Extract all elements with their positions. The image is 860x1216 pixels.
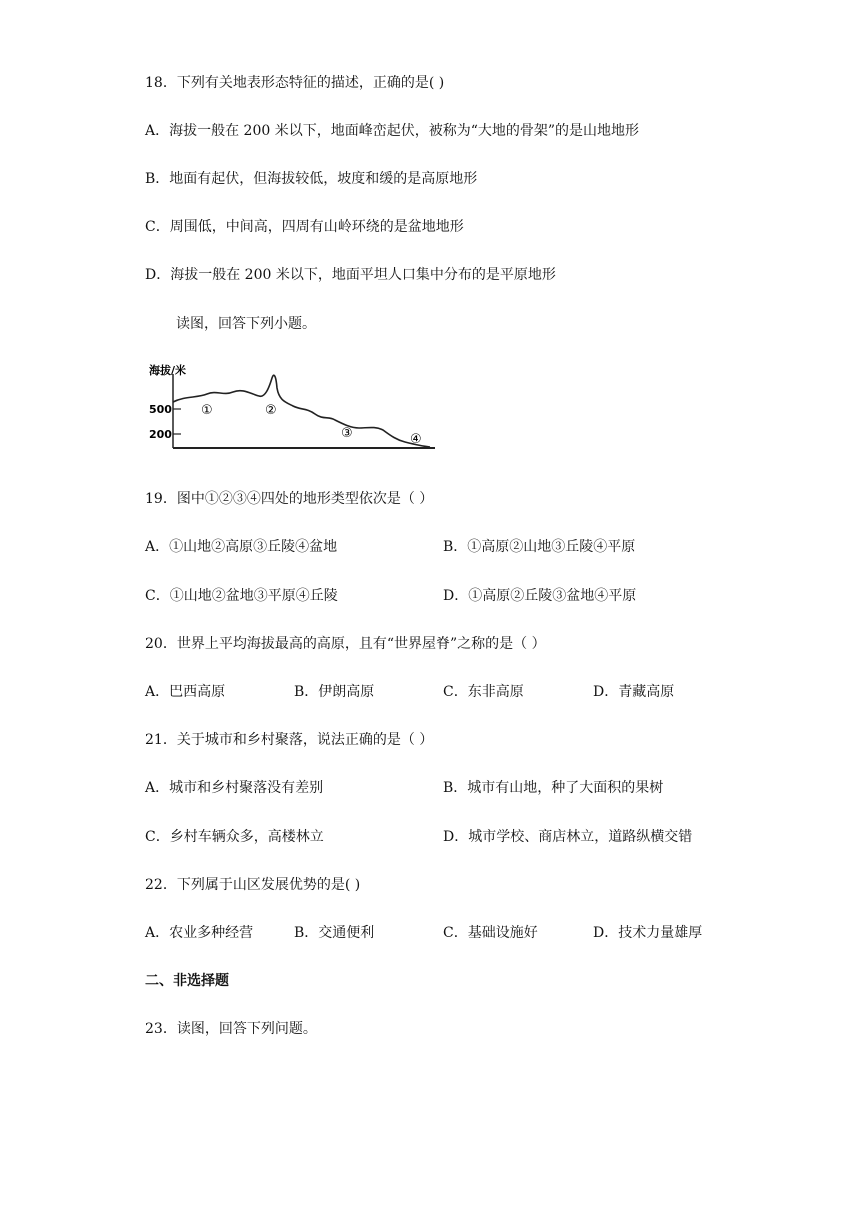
question-19-stem: 19．图中①②③④四处的地形类型依次是（ ） [145,491,434,507]
question-18-option-b: B．地面有起伏，但海拔较低，坡度和缓的是高原地形 [145,171,478,187]
question-21-option-a: A．城市和乡村聚落没有差别 [145,780,324,796]
section-2-title: 二、非选择题 [145,973,229,989]
question-18-option-a: A．海拔一般在 200 米以下，地面峰峦起伏，被称为“大地的骨架”的是山地地形 [145,123,640,139]
question-22-option-d: D．技术力量雄厚 [593,925,703,941]
marker-1: ① [201,403,213,418]
question-20-option-c: C．东非高原 [443,684,524,700]
tick-label-200: 200 [149,428,172,441]
question-19-option-a: A．①山地②高原③丘陵④盆地 [145,539,338,555]
question-22-option-a: A．农业多种经营 [145,925,254,941]
figure-intro: 读图，回答下列小题。 [176,316,316,332]
question-22-stem: 22．下列属于山区发展优势的是( ) [145,877,361,893]
question-18-option-c: C．周围低，中间高，四周有山岭环绕的是盆地地形 [145,219,464,235]
y-axis-label: 海拔/米 [149,364,187,377]
question-19-option-c: C．①山地②盆地③平原④丘陵 [145,588,338,604]
terrain-profile-figure [145,358,440,466]
terrain-profile-svg [145,358,440,462]
question-22-option-b: B．交通便利 [294,925,375,941]
marker-2: ② [265,403,277,418]
question-18-option-d: D．海拔一般在 200 米以下，地面平坦人口集中分布的是平原地形 [145,267,556,283]
question-19-option-b: B．①高原②山地③丘陵④平原 [443,539,636,555]
marker-3: ③ [341,426,353,441]
question-22-option-c: C．基础设施好 [443,925,538,941]
question-21-option-b: B．城市有山地，种了大面积的果树 [443,780,664,796]
question-23-stem: 23．读图，回答下列问题。 [145,1021,317,1037]
question-20-option-b: B．伊朗高原 [294,684,375,700]
question-21-option-c: C．乡村车辆众多，高楼林立 [145,829,324,845]
question-19-option-d: D．①高原②丘陵③盆地④平原 [443,588,637,604]
question-21-option-d: D．城市学校、商店林立，道路纵横交错 [443,829,693,845]
question-20-option-d: D．青藏高原 [593,684,675,700]
question-18-stem: 18．下列有关地表形态特征的描述，正确的是( ) [145,75,445,91]
question-21-stem: 21．关于城市和乡村聚落，说法正确的是（ ） [145,732,434,748]
question-20-stem: 20．世界上平均海拔最高的高原，且有“世界屋脊”之称的是（ ） [145,636,546,652]
marker-4: ④ [410,432,422,447]
tick-label-500: 500 [149,403,172,416]
question-20-option-a: A．巴西高原 [145,684,226,700]
